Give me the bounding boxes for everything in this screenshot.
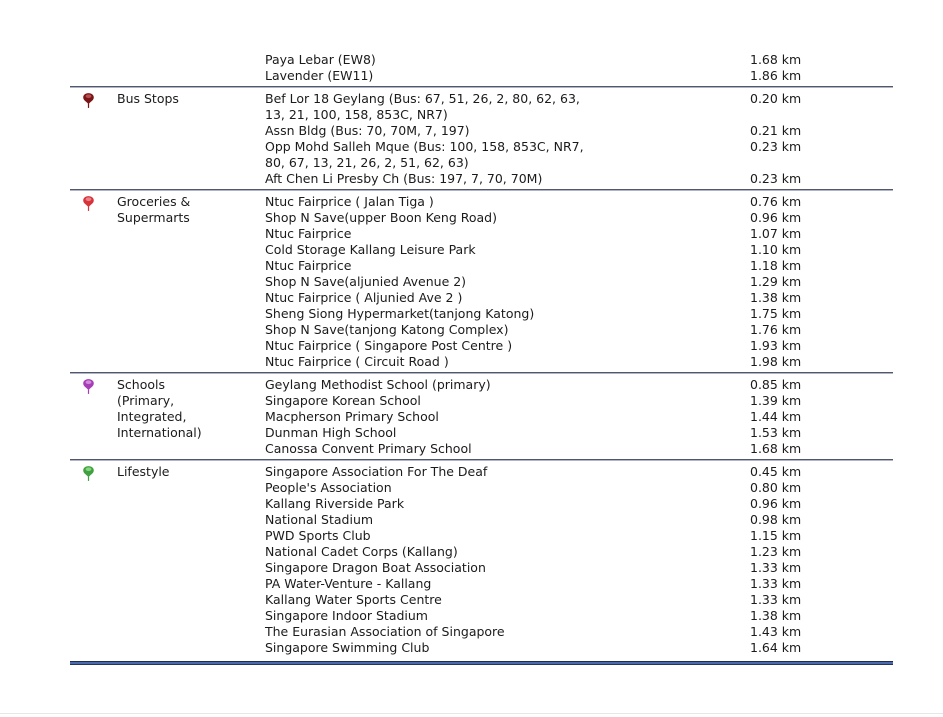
amenity-name xyxy=(265,242,750,258)
amenity-name xyxy=(265,425,750,441)
amenity-name-line: National Stadium xyxy=(265,512,374,527)
amenity-distance: 1.86 km xyxy=(750,68,802,83)
amenity-name-line: Ntuc Fairprice ( Aljunied Ave 2 ) xyxy=(265,290,463,305)
category-label xyxy=(117,194,265,226)
amenity-row xyxy=(265,592,893,608)
amenity-row xyxy=(265,608,893,624)
amenity-name-line: Singapore Indoor Stadium xyxy=(265,608,428,623)
amenity-name xyxy=(265,68,750,84)
amenity-name xyxy=(265,171,750,187)
amenity-name-line: Ntuc Fairprice ( Jalan Tiga ) xyxy=(265,194,434,209)
amenity-row xyxy=(265,393,893,409)
amenity-name xyxy=(265,377,750,393)
amenity-rows xyxy=(265,464,893,656)
amenity-name-line: Ntuc Fairprice ( Circuit Road ) xyxy=(265,354,449,369)
amenity-name xyxy=(265,194,750,210)
category-label-line: International) xyxy=(117,425,202,440)
amenity-row xyxy=(265,576,893,592)
category-icon-cell xyxy=(70,52,117,73)
amenity-distance: 0.23 km xyxy=(750,171,802,186)
amenity-name-line: PA Water-Venture - Kallang xyxy=(265,576,432,591)
amenity-row xyxy=(265,338,893,354)
amenity-distance: 0.80 km xyxy=(750,480,802,495)
category-label-line: Integrated, xyxy=(117,409,187,424)
amenity-row xyxy=(265,425,893,441)
amenity-name-line: Lavender (EW11) xyxy=(265,68,374,83)
amenity-section-groceries-supermarts xyxy=(70,191,893,372)
amenity-distance: 0.96 km xyxy=(750,210,802,225)
amenity-distance: 1.15 km xyxy=(750,528,802,543)
amenity-row xyxy=(265,322,893,338)
amenity-name xyxy=(265,608,750,624)
map-pin-icon xyxy=(82,195,95,212)
amenity-name xyxy=(265,480,750,496)
amenity-name xyxy=(265,210,750,226)
amenity-row xyxy=(265,91,893,123)
amenity-distance: 0.96 km xyxy=(750,496,802,511)
amenity-section-lifestyle xyxy=(70,461,893,658)
category-icon-cell xyxy=(70,464,117,485)
amenity-name xyxy=(265,322,750,338)
category-label-line: Supermarts xyxy=(117,210,190,225)
amenity-row xyxy=(265,624,893,640)
nearby-amenities-table xyxy=(70,49,893,665)
amenity-name-line: Sheng Siong Hypermarket(tanjong Katong) xyxy=(265,306,535,321)
amenity-name xyxy=(265,258,750,274)
amenity-name xyxy=(265,496,750,512)
map-pin-icon xyxy=(82,465,95,482)
amenity-name-line: Dunman High School xyxy=(265,425,397,440)
amenity-rows xyxy=(265,91,893,187)
amenity-name-line: Kallang Riverside Park xyxy=(265,496,405,511)
category-label-line: (Primary, xyxy=(117,393,175,408)
amenity-distance: 1.33 km xyxy=(750,592,802,607)
amenity-distance: 1.53 km xyxy=(750,425,802,440)
amenity-name-line: Canossa Convent Primary School xyxy=(265,441,472,456)
category-label xyxy=(117,91,265,107)
amenity-name xyxy=(265,409,750,425)
amenity-name xyxy=(265,528,750,544)
category-label-line: Lifestyle xyxy=(117,464,170,479)
amenity-row xyxy=(265,52,893,68)
page-bottom-rule xyxy=(0,713,943,714)
amenity-name-line: Bef Lor 18 Geylang (Bus: 67, 51, 26, 2, 80, 62, 63, xyxy=(265,91,580,106)
amenity-distance: 1.10 km xyxy=(750,242,802,257)
amenity-distance: 1.38 km xyxy=(750,290,802,305)
category-label-line: Bus Stops xyxy=(117,91,179,106)
amenity-name xyxy=(265,441,750,457)
amenity-row xyxy=(265,226,893,242)
amenity-row xyxy=(265,528,893,544)
amenity-section-rows-continued xyxy=(70,49,893,86)
amenity-name-line: Ntuc Fairprice xyxy=(265,226,352,241)
amenity-name-line: People's Association xyxy=(265,480,392,495)
amenity-name xyxy=(265,544,750,560)
amenity-row xyxy=(265,512,893,528)
amenity-row xyxy=(265,258,893,274)
amenity-name-line: Cold Storage Kallang Leisure Park xyxy=(265,242,476,257)
amenity-row xyxy=(265,210,893,226)
amenity-distance: 1.44 km xyxy=(750,409,802,424)
amenity-name-line: 13, 21, 100, 158, 853C, NR7) xyxy=(265,107,448,122)
amenity-name-line: Shop N Save(tanjong Katong Complex) xyxy=(265,322,509,337)
amenity-name xyxy=(265,640,750,656)
amenity-distance: 1.98 km xyxy=(750,354,802,369)
amenity-name-line: Paya Lebar (EW8) xyxy=(265,52,376,67)
amenity-name-line: Assn Bldg (Bus: 70, 70M, 7, 197) xyxy=(265,123,470,138)
amenity-row xyxy=(265,194,893,210)
amenity-distance: 1.38 km xyxy=(750,608,802,623)
amenity-name-line: Shop N Save(upper Boon Keng Road) xyxy=(265,210,497,225)
amenity-row xyxy=(265,496,893,512)
amenity-name-line: Ntuc Fairprice ( Singapore Post Centre ) xyxy=(265,338,513,353)
category-icon-cell xyxy=(70,194,117,215)
amenity-distance: 1.76 km xyxy=(750,322,802,337)
amenity-name-line: Singapore Korean School xyxy=(265,393,421,408)
amenity-name-line: Singapore Dragon Boat Association xyxy=(265,560,486,575)
category-icon-cell xyxy=(70,377,117,398)
amenity-distance: 1.33 km xyxy=(750,560,802,575)
amenity-row xyxy=(265,409,893,425)
amenity-name-line: Shop N Save(aljunied Avenue 2) xyxy=(265,274,467,289)
amenity-name xyxy=(265,560,750,576)
amenity-section-schools xyxy=(70,374,893,459)
amenity-row xyxy=(265,306,893,322)
amenity-name-line: Macpherson Primary School xyxy=(265,409,439,424)
amenity-name xyxy=(265,52,750,68)
amenity-name xyxy=(265,139,750,171)
amenity-distance: 1.39 km xyxy=(750,393,802,408)
amenity-distance: 1.68 km xyxy=(750,441,802,456)
amenity-distance: 1.68 km xyxy=(750,52,802,67)
amenity-row xyxy=(265,354,893,370)
amenity-row xyxy=(265,139,893,171)
amenity-name-line: Aft Chen Li Presby Ch (Bus: 197, 7, 70, 70M) xyxy=(265,171,543,186)
amenity-name xyxy=(265,123,750,139)
amenity-name xyxy=(265,338,750,354)
amenity-distance: 1.64 km xyxy=(750,640,802,655)
amenity-distance: 1.07 km xyxy=(750,226,802,241)
amenity-row xyxy=(265,171,893,187)
amenity-row xyxy=(265,544,893,560)
category-label-line: Schools xyxy=(117,377,166,392)
amenity-distance: 1.23 km xyxy=(750,544,802,559)
category-label-line: Groceries & xyxy=(117,194,191,209)
amenity-distance: 0.23 km xyxy=(750,139,802,154)
amenity-row xyxy=(265,464,893,480)
amenity-row xyxy=(265,274,893,290)
amenity-distance: 1.75 km xyxy=(750,306,802,321)
amenity-rows xyxy=(265,52,893,84)
amenity-section-bus-stops xyxy=(70,88,893,189)
amenity-name-line: Ntuc Fairprice xyxy=(265,258,352,273)
category-label xyxy=(117,464,265,480)
map-pin-icon xyxy=(82,92,95,109)
category-icon-cell xyxy=(70,91,117,112)
amenity-name xyxy=(265,393,750,409)
amenity-row xyxy=(265,640,893,656)
amenity-distance: 0.21 km xyxy=(750,123,802,138)
amenity-distance: 0.85 km xyxy=(750,377,802,392)
amenity-distance: 1.18 km xyxy=(750,258,802,273)
amenity-distance: 1.93 km xyxy=(750,338,802,353)
amenity-name xyxy=(265,354,750,370)
amenity-distance: 1.29 km xyxy=(750,274,802,289)
amenity-rows xyxy=(265,377,893,457)
amenity-name xyxy=(265,624,750,640)
amenity-name xyxy=(265,592,750,608)
amenity-row xyxy=(265,68,893,84)
amenity-name xyxy=(265,576,750,592)
amenity-row xyxy=(265,377,893,393)
amenity-name xyxy=(265,464,750,480)
amenity-row xyxy=(265,560,893,576)
category-label xyxy=(117,377,265,441)
amenity-name xyxy=(265,290,750,306)
amenity-name-line: Geylang Methodist School (primary) xyxy=(265,377,491,392)
amenity-name-line: National Cadet Corps (Kallang) xyxy=(265,544,458,559)
amenity-name-line: 80, 67, 13, 21, 26, 2, 51, 62, 63) xyxy=(265,155,469,170)
amenity-rows xyxy=(265,194,893,370)
amenity-row xyxy=(265,290,893,306)
amenity-name-line: Singapore Association For The Deaf xyxy=(265,464,488,479)
amenity-name xyxy=(265,91,750,123)
amenity-row xyxy=(265,441,893,457)
table-bottom-border xyxy=(70,661,893,665)
amenity-distance: 1.33 km xyxy=(750,576,802,591)
amenity-distance: 0.76 km xyxy=(750,194,802,209)
amenity-name xyxy=(265,306,750,322)
amenity-name-line: The Eurasian Association of Singapore xyxy=(265,624,505,639)
amenity-name-line: Kallang Water Sports Centre xyxy=(265,592,442,607)
amenity-distance: 0.20 km xyxy=(750,91,802,106)
amenity-row xyxy=(265,242,893,258)
amenity-name-line: Singapore Swimming Club xyxy=(265,640,430,655)
amenity-distance: 0.98 km xyxy=(750,512,802,527)
amenity-distance: 0.45 km xyxy=(750,464,802,479)
amenity-name xyxy=(265,274,750,290)
map-pin-icon xyxy=(82,378,95,395)
amenity-name xyxy=(265,512,750,528)
amenity-name-line: Opp Mohd Salleh Mque (Bus: 100, 158, 853C, NR7, xyxy=(265,139,584,154)
amenity-row xyxy=(265,123,893,139)
amenity-name xyxy=(265,226,750,242)
amenity-row xyxy=(265,480,893,496)
amenity-distance: 1.43 km xyxy=(750,624,802,639)
amenity-name-line: PWD Sports Club xyxy=(265,528,371,543)
